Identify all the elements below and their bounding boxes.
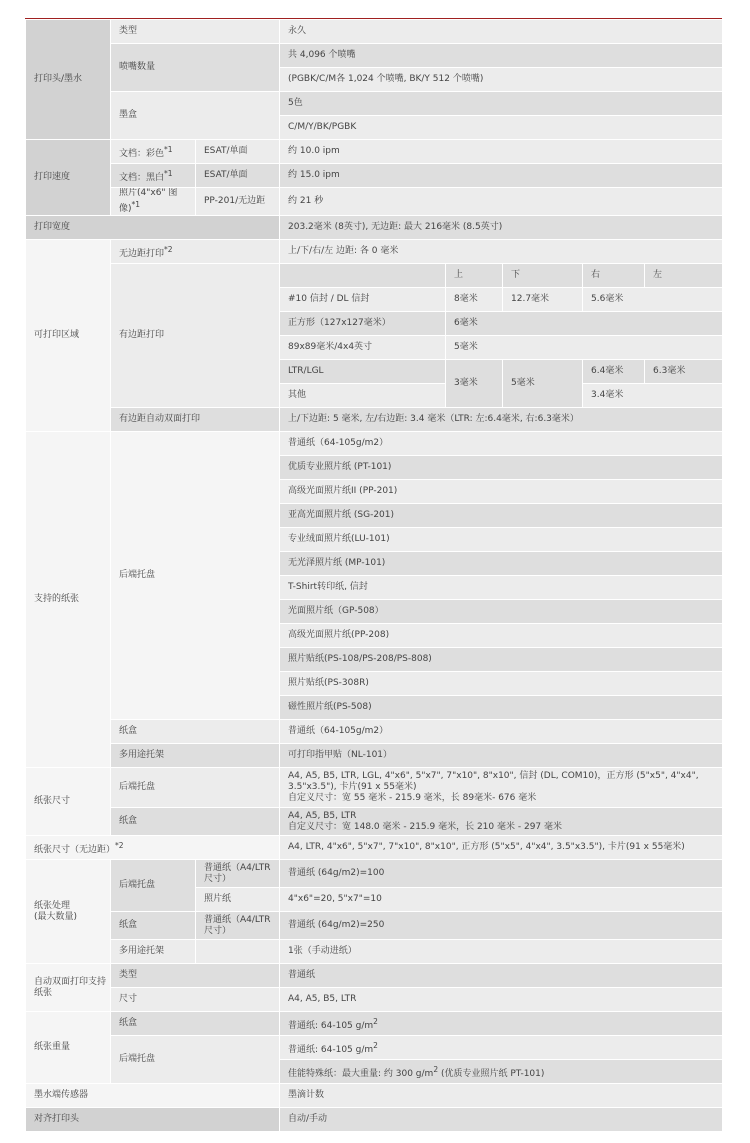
- footnote-mark: *2: [115, 840, 124, 850]
- row-label: 后端托盘: [111, 768, 280, 808]
- row-value: 普通纸: 64-105 $g/m^2$: [280, 1012, 723, 1036]
- row-value: 共 4,096 个喷嘴: [280, 44, 723, 68]
- margin-col-right: 右: [583, 264, 645, 288]
- margin-left: 6.3毫米: [645, 360, 723, 384]
- section-ink-sensor: 墨水端传感器: [26, 1084, 280, 1108]
- row-value: A4, A5, B5, LTR: [280, 988, 723, 1012]
- row-label: 纸盒: [111, 912, 196, 940]
- row-label: 照片(4"x6" 图像)$^{*1}$: [111, 188, 196, 216]
- row-value: 自动/手动: [280, 1108, 723, 1132]
- row-label: 后端托盘: [111, 860, 196, 912]
- section-print-width: 打印宽度: [26, 216, 280, 240]
- row-standard: PP-201/无边距: [196, 188, 280, 216]
- section-paper-weight: 纸张重量: [26, 1012, 111, 1084]
- row-label: 类型: [111, 964, 280, 988]
- row-label: 多用途托架: [111, 744, 280, 768]
- row-label: 纸盒: [111, 720, 280, 744]
- paper-item: 光面照片纸（GP-508）: [280, 600, 723, 624]
- row-label: 纸盒: [111, 808, 280, 836]
- row-label: 纸盒: [111, 1012, 280, 1036]
- margin-col-left: 左: [645, 264, 723, 288]
- paper-item: 专业绒面照片纸(LU-101): [280, 528, 723, 552]
- row-value: 可打印指甲贴（NL-101）: [280, 744, 723, 768]
- margin-row-name: 正方形（127x127毫米）: [280, 312, 446, 336]
- spec-table: [25, 19, 723, 1132]
- margin-right: 3.4毫米: [583, 384, 723, 408]
- row-type: 照片纸: [196, 888, 280, 912]
- row-value: 佳能特殊纸：最大重量: 约 300 $g/m^2$ (优质专业照片纸 PT-101): [280, 1060, 723, 1084]
- row-value: 普通纸: 64-105 $g/m^2$: [280, 1036, 723, 1060]
- paper-item: 高级光面照片纸II (PP-201): [280, 480, 723, 504]
- row-label: 文档：彩色$^{*1}$: [111, 140, 196, 164]
- row-value: 普通纸: [280, 964, 723, 988]
- footnote-mark: *1: [164, 144, 173, 154]
- row-value: 1张（手动进纸）: [280, 940, 723, 964]
- margin-col-bottom: 下: [503, 264, 583, 288]
- section-auto-duplex: 自动双面打印支持纸张: [26, 964, 111, 1012]
- row-value: 4"x6"=20, 5"x7"=10: [280, 888, 723, 912]
- row-label: 喷嘴数量: [111, 44, 280, 92]
- row-value: A4, A5, B5, LTR 自定义尺寸：宽 148.0 毫米 - 215.9 毫米，长 210 毫米 - 297 毫米: [280, 808, 723, 836]
- margin-row-name: #10 信封 / DL 信封: [280, 288, 446, 312]
- row-value: 普通纸 (64g/m2)=250: [280, 912, 723, 940]
- row-value: 墨滴计数: [280, 1084, 723, 1108]
- margin-top: 8毫米: [446, 288, 503, 312]
- section-print-head: 打印头/墨水: [26, 20, 111, 140]
- row-label: 墨盒: [111, 92, 280, 140]
- margin-bottom: 12.7毫米: [503, 288, 583, 312]
- margin-right: 6.4毫米: [583, 360, 645, 384]
- section-supported-paper: 支持的纸张: [26, 432, 111, 768]
- row-label: 后端托盘: [111, 432, 280, 720]
- row-type: 普通纸（A4/LTR尺寸）: [196, 860, 280, 888]
- margin-col-top: 上: [446, 264, 503, 288]
- margin-row-name: 89x89毫米/4x4英寸: [280, 336, 446, 360]
- footnote-mark: *1: [164, 168, 173, 178]
- paper-item: 磁性照片纸(PS-508): [280, 696, 723, 720]
- paper-item: 亚高光面照片纸 (SG-201): [280, 504, 723, 528]
- margin-right: 5.6毫米: [583, 288, 723, 312]
- row-label: 有边距自动双面打印: [111, 408, 280, 432]
- margin-top: 3毫米: [446, 360, 503, 408]
- row-value: A4, A5, B5, LTR, LGL, 4"x6", 5"x7", 7"x10", 8"x10", 信封 (DL, COM10)，正方形 (5"x5", 4"x4", 3.5"x3.5"), 卡片(91 x 55毫米) 自定义尺寸：宽 55 毫米 - 215.9 毫米，长 89毫米- 676 毫米: [280, 768, 723, 808]
- section-print-speed: 打印速度: [26, 140, 111, 216]
- paper-item: 优质专业照片纸 (PT-101): [280, 456, 723, 480]
- row-type: 普通纸（A4/LTR尺寸）: [196, 912, 280, 940]
- row-value: 永久: [280, 20, 723, 44]
- row-label: 类型: [111, 20, 280, 44]
- row-value: 上/下/右/左 边距: 各 0 毫米: [280, 240, 723, 264]
- row-label: 后端托盘: [111, 1036, 280, 1084]
- section-paper-size: 纸张尺寸: [26, 768, 111, 836]
- paper-item: 普通纸（64-105g/m2）: [280, 432, 723, 456]
- row-value: A4, LTR, 4"x6", 5"x7", 7"x10", 8"x10", 正方形 (5"x5", 4"x4", 3.5"x3.5"), 卡片(91 x 55毫米): [280, 836, 723, 860]
- row-value: 约 15.0 ipm: [280, 164, 723, 188]
- paper-item: T-Shirt转印纸, 信封: [280, 576, 723, 600]
- margin-row-name: 其他: [280, 384, 446, 408]
- paper-item: 无光泽照片纸 (MP-101): [280, 552, 723, 576]
- row-value: 203.2毫米 (8英寸), 无边距: 最大 216毫米 (8.5英寸): [280, 216, 723, 240]
- section-printable-area: 可打印区域: [26, 240, 111, 432]
- row-label: 多用途托架: [111, 940, 196, 964]
- paper-item: 高级光面照片纸(PP-208): [280, 624, 723, 648]
- paper-item: 照片贴纸(PS-308R): [280, 672, 723, 696]
- row-value: (PGBK/C/M各 1,024 个喷嘴, BK/Y 512 个喷嘴): [280, 68, 723, 92]
- row-label: 尺寸: [111, 988, 280, 1012]
- row-value: 约 10.0 ipm: [280, 140, 723, 164]
- row-standard: ESAT/单面: [196, 164, 280, 188]
- section-align-head: 对齐打印头: [26, 1108, 280, 1132]
- row-standard: ESAT/单面: [196, 140, 280, 164]
- row-value: 5色: [280, 92, 723, 116]
- row-label: 有边距打印: [111, 264, 280, 408]
- row-value: 约 21 秒: [280, 188, 723, 216]
- row-label: 文档：黑白$^{*1}$: [111, 164, 196, 188]
- footnote-mark: *2: [164, 244, 173, 254]
- section-paper-size-borderless: 纸张尺寸（无边距）$^{*2}$: [26, 836, 280, 860]
- row-label: 无边距打印$^{*2}$: [111, 240, 280, 264]
- row-value: 上/下边距: 5 毫米, 左/右边距: 3.4 毫米（LTR: 左:6.4毫米, 右:6.3毫米）: [280, 408, 723, 432]
- footnote-mark: *1: [131, 200, 141, 209]
- row-value: 普通纸（64-105g/m2）: [280, 720, 723, 744]
- margin-bottom: 5毫米: [503, 360, 583, 408]
- row-type: [196, 940, 280, 964]
- section-paper-handling: 纸张处理 (最大数量): [26, 860, 111, 964]
- row-value: 普通纸 (64g/m2)=100: [280, 860, 723, 888]
- row-value: C/M/Y/BK/PGBK: [280, 116, 723, 140]
- margin-row-name: LTR/LGL: [280, 360, 446, 384]
- margin-col-blank: [280, 264, 446, 288]
- margin-all: 5毫米: [446, 336, 723, 360]
- paper-item: 照片贴纸(PS-108/PS-208/PS-808): [280, 648, 723, 672]
- margin-all: 6毫米: [446, 312, 723, 336]
